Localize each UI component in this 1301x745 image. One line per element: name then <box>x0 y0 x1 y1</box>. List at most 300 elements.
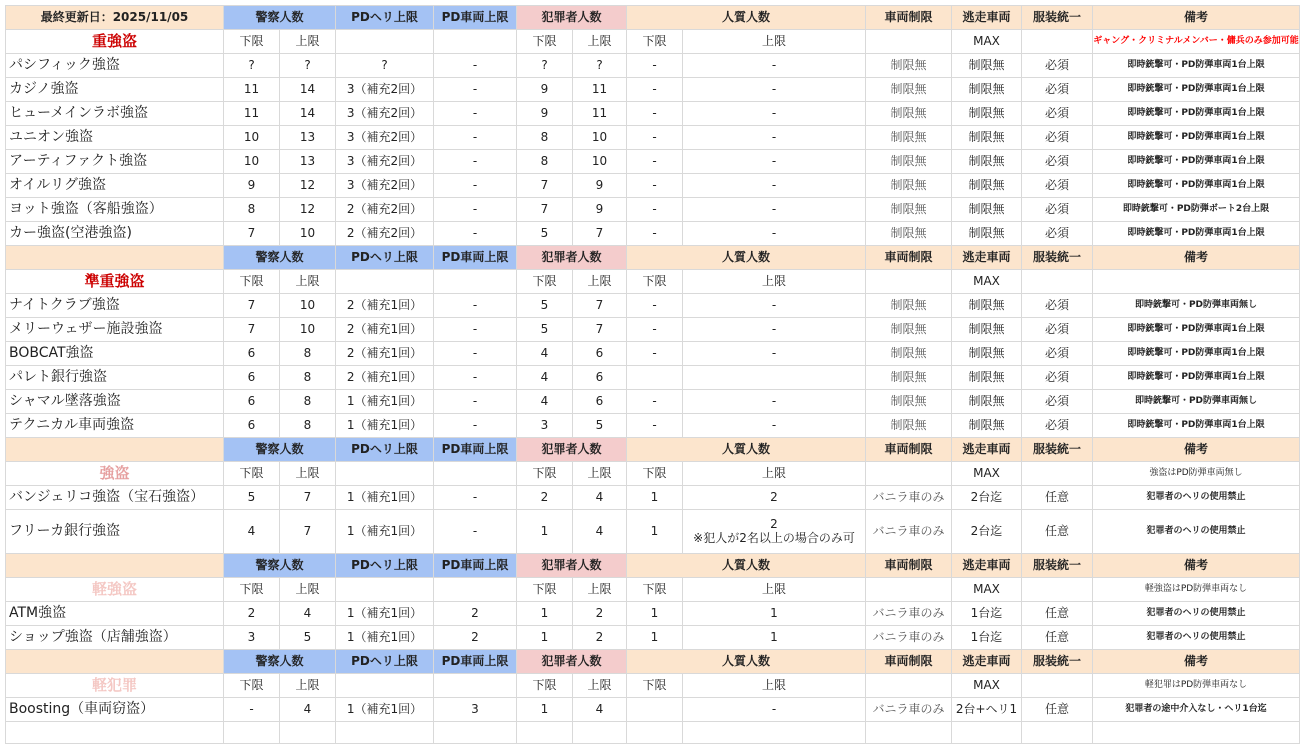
row-note: 即時銃撃可・PD防弾車両1台上限 <box>1093 342 1300 366</box>
table-row <box>6 318 1300 342</box>
criminals-upper: 上限 <box>573 270 627 294</box>
criminals-lower: 下限 <box>517 674 573 698</box>
row-note: 即時銃撃可・PD防弾車両1台上限 <box>1093 102 1300 126</box>
escape-vehicles: 制限無 <box>952 342 1022 366</box>
row-note: 即時銃撃可・PD防弾車両1台上限 <box>1093 126 1300 150</box>
escape-vehicles: 2台迄 <box>952 486 1022 510</box>
empty-cell <box>627 722 683 744</box>
escape-vehicles: 制限無 <box>952 102 1022 126</box>
outfit-rule: 必須 <box>1022 366 1093 390</box>
pd-vehicle-limit: - <box>434 414 517 438</box>
pd-vehicle-limit: - <box>434 102 517 126</box>
criminals-max: 4 <box>573 698 627 722</box>
escape-vehicles: 制限無 <box>952 78 1022 102</box>
header-notes: 備考 <box>1093 6 1300 30</box>
vehicle-limit: 制限無 <box>866 318 952 342</box>
table-row <box>6 198 1300 222</box>
empty-cell <box>573 722 627 744</box>
heist-name: ヨット強盗（客船強盗） <box>6 198 224 222</box>
heist-name: オイルリグ強盗 <box>6 174 224 198</box>
heli-limit: 2（補充1回） <box>336 294 434 318</box>
criminals-min: ? <box>517 54 573 78</box>
criminals-min: 5 <box>517 318 573 342</box>
header-vehicle-limit: 車両制限 <box>866 554 952 578</box>
police-max: 7 <box>280 510 336 554</box>
hostages-max: - <box>683 198 866 222</box>
header-heli: PDヘリ上限 <box>336 438 434 462</box>
subheader-row <box>6 578 1300 602</box>
blank <box>434 578 517 602</box>
row-note: 即時銃撃可・PD防弾車両無し <box>1093 294 1300 318</box>
criminals-lower: 下限 <box>517 462 573 486</box>
hostages-max: - <box>683 414 866 438</box>
police-upper: 上限 <box>280 270 336 294</box>
criminals-max: 6 <box>573 366 627 390</box>
header-pd-vehicle: PD車両上限 <box>434 554 517 578</box>
heli-limit: 1（補充1回） <box>336 626 434 650</box>
heist-name: パレト銀行強盗 <box>6 366 224 390</box>
header-blank <box>6 246 224 270</box>
hostages-upper: 上限 <box>683 578 866 602</box>
header-heli: PDヘリ上限 <box>336 246 434 270</box>
hostages-min: 1 <box>627 510 683 554</box>
criminals-min: 1 <box>517 602 573 626</box>
heist-name: ユニオン強盗 <box>6 126 224 150</box>
pd-vehicle-limit: - <box>434 390 517 414</box>
row-note: 即時銃撃可・PD防弾車両1台上限 <box>1093 150 1300 174</box>
hostages-min: - <box>627 54 683 78</box>
pd-vehicle-limit: - <box>434 486 517 510</box>
header-pd-vehicle: PD車両上限 <box>434 6 517 30</box>
table-row <box>6 294 1300 318</box>
outfit-rule: 必須 <box>1022 78 1093 102</box>
criminals-max: 7 <box>573 294 627 318</box>
header-outfit: 服装統一 <box>1022 650 1093 674</box>
criminals-max: 2 <box>573 626 627 650</box>
escape-vehicles: 制限無 <box>952 126 1022 150</box>
hostages-min: - <box>627 126 683 150</box>
police-max: 5 <box>280 626 336 650</box>
hostages-upper: 上限 <box>683 462 866 486</box>
criminals-max: 10 <box>573 150 627 174</box>
row-note: 犯罪者のヘリの使用禁止 <box>1093 602 1300 626</box>
criminals-min: 8 <box>517 126 573 150</box>
header-row <box>6 554 1300 578</box>
heist-name: パシフィック強盗 <box>6 54 224 78</box>
police-min: 5 <box>224 486 280 510</box>
criminals-max: ? <box>573 54 627 78</box>
hostages-max: - <box>683 54 866 78</box>
hostages-min: - <box>627 318 683 342</box>
hostages-min <box>627 698 683 722</box>
table-row <box>6 126 1300 150</box>
criminals-min: 4 <box>517 342 573 366</box>
empty-cell <box>952 722 1022 744</box>
blank <box>866 674 952 698</box>
criminals-min: 7 <box>517 174 573 198</box>
outfit-rule: 必須 <box>1022 414 1093 438</box>
criminals-max: 11 <box>573 102 627 126</box>
header-row <box>6 438 1300 462</box>
header-blank <box>6 438 224 462</box>
police-max: 10 <box>280 222 336 246</box>
police-max: 8 <box>280 414 336 438</box>
escape-max: MAX <box>952 270 1022 294</box>
vehicle-limit: バニラ車のみ <box>866 698 952 722</box>
criminals-max: 2 <box>573 602 627 626</box>
criminals-lower: 下限 <box>517 578 573 602</box>
row-note: 即時銃撃可・PD防弾車両1台上限 <box>1093 414 1300 438</box>
hostages-max: - <box>683 390 866 414</box>
pd-vehicle-limit: - <box>434 342 517 366</box>
header-vehicle-limit: 車両制限 <box>866 438 952 462</box>
police-min: - <box>224 698 280 722</box>
criminals-lower: 下限 <box>517 30 573 54</box>
row-note: 犯罪者のヘリの使用禁止 <box>1093 626 1300 650</box>
header-pd-vehicle: PD車両上限 <box>434 246 517 270</box>
escape-vehicles: 制限無 <box>952 366 1022 390</box>
header-notes: 備考 <box>1093 246 1300 270</box>
header-police: 警察人数 <box>224 246 336 270</box>
blank <box>1022 578 1093 602</box>
vehicle-limit: 制限無 <box>866 102 952 126</box>
header-hostages: 人質人数 <box>627 246 866 270</box>
hostages-max: - <box>683 102 866 126</box>
section-note: 軽犯罪はPD防弾車両なし <box>1093 674 1300 698</box>
heli-limit: ? <box>336 54 434 78</box>
header-vehicle-limit: 車両制限 <box>866 650 952 674</box>
escape-vehicles: 1台迄 <box>952 602 1022 626</box>
hostages-max: - <box>683 222 866 246</box>
heist-name: テクニカル車両強盗 <box>6 414 224 438</box>
header-escape: 逃走車両 <box>952 246 1022 270</box>
heli-limit: 2（補充1回） <box>336 342 434 366</box>
police-upper: 上限 <box>280 578 336 602</box>
hostages-min: - <box>627 342 683 366</box>
header-outfit: 服装統一 <box>1022 438 1093 462</box>
heist-name: カー強盗(空港強盗) <box>6 222 224 246</box>
criminals-min: 2 <box>517 486 573 510</box>
outfit-rule: 必須 <box>1022 294 1093 318</box>
blank <box>336 270 434 294</box>
outfit-rule: 必須 <box>1022 174 1093 198</box>
hostages-min: - <box>627 150 683 174</box>
police-min: 11 <box>224 78 280 102</box>
escape-vehicles: 制限無 <box>952 414 1022 438</box>
outfit-rule: 任意 <box>1022 698 1093 722</box>
blank <box>336 674 434 698</box>
hostages-min: 1 <box>627 486 683 510</box>
police-lower: 下限 <box>224 270 280 294</box>
row-note: 即時銃撃可・PD防弾ボート2台上限 <box>1093 198 1300 222</box>
police-min: 7 <box>224 294 280 318</box>
header-police: 警察人数 <box>224 650 336 674</box>
pd-vehicle-limit: - <box>434 150 517 174</box>
escape-vehicles: 制限無 <box>952 174 1022 198</box>
section-title: 軽強盗 <box>6 578 224 602</box>
police-min: 10 <box>224 150 280 174</box>
criminals-max: 10 <box>573 126 627 150</box>
hostages-max: - <box>683 150 866 174</box>
police-min: 4 <box>224 510 280 554</box>
criminals-min: 4 <box>517 390 573 414</box>
criminals-min: 5 <box>517 294 573 318</box>
blank <box>866 462 952 486</box>
hostages-min: - <box>627 390 683 414</box>
section-note: 軽強盗はPD防弾車両なし <box>1093 578 1300 602</box>
criminals-min: 1 <box>517 626 573 650</box>
pd-vehicle-limit: - <box>434 126 517 150</box>
criminals-upper: 上限 <box>573 674 627 698</box>
header-heli: PDヘリ上限 <box>336 554 434 578</box>
criminals-min: 4 <box>517 366 573 390</box>
section-note <box>1093 270 1300 294</box>
escape-vehicles: 制限無 <box>952 198 1022 222</box>
header-escape: 逃走車両 <box>952 6 1022 30</box>
header-blank <box>6 650 224 674</box>
pd-vehicle-limit: - <box>434 174 517 198</box>
subheader-row <box>6 674 1300 698</box>
vehicle-limit: 制限無 <box>866 78 952 102</box>
hostages-lower: 下限 <box>627 462 683 486</box>
pd-vehicle-limit: - <box>434 222 517 246</box>
table-row <box>6 174 1300 198</box>
blank <box>866 270 952 294</box>
escape-max: MAX <box>952 578 1022 602</box>
criminals-min: 1 <box>517 510 573 554</box>
hostages-max: - <box>683 174 866 198</box>
header-notes: 備考 <box>1093 554 1300 578</box>
police-max: 14 <box>280 102 336 126</box>
subheader-row <box>6 462 1300 486</box>
header-hostages: 人質人数 <box>627 438 866 462</box>
police-max: 8 <box>280 366 336 390</box>
header-row <box>6 246 1300 270</box>
outfit-rule: 必須 <box>1022 318 1093 342</box>
hostages-lower: 下限 <box>627 578 683 602</box>
pd-vehicle-limit: 3 <box>434 698 517 722</box>
criminals-min: 5 <box>517 222 573 246</box>
header-outfit: 服装統一 <box>1022 554 1093 578</box>
header-hostages: 人質人数 <box>627 650 866 674</box>
heli-limit: 3（補充2回） <box>336 126 434 150</box>
vehicle-limit: 制限無 <box>866 414 952 438</box>
heist-name: バンジェリコ強盗（宝石強盗） <box>6 486 224 510</box>
vehicle-limit: 制限無 <box>866 366 952 390</box>
heli-limit: 1（補充1回） <box>336 486 434 510</box>
empty-cell <box>224 722 280 744</box>
blank <box>434 270 517 294</box>
hostages-max <box>683 366 866 390</box>
escape-vehicles: 制限無 <box>952 318 1022 342</box>
hostages-min: - <box>627 414 683 438</box>
police-lower: 下限 <box>224 30 280 54</box>
outfit-rule: 任意 <box>1022 510 1093 554</box>
hostages-max: - <box>683 126 866 150</box>
police-min: ? <box>224 54 280 78</box>
heist-name: BOBCAT強盗 <box>6 342 224 366</box>
row-note: 即時銃撃可・PD防弾車両1台上限 <box>1093 54 1300 78</box>
police-max: 12 <box>280 198 336 222</box>
escape-vehicles: 制限無 <box>952 390 1022 414</box>
table-row <box>6 486 1300 510</box>
police-min: 6 <box>224 342 280 366</box>
vehicle-limit: 制限無 <box>866 390 952 414</box>
empty-cell <box>336 722 434 744</box>
header-criminals: 犯罪者人数 <box>517 6 627 30</box>
header-escape: 逃走車両 <box>952 554 1022 578</box>
criminals-min: 1 <box>517 698 573 722</box>
vehicle-limit: 制限無 <box>866 150 952 174</box>
hostages-max: 2 <box>683 486 866 510</box>
heli-limit: 3（補充2回） <box>336 174 434 198</box>
criminals-min: 9 <box>517 102 573 126</box>
hostages-min: - <box>627 294 683 318</box>
pd-vehicle-limit: - <box>434 318 517 342</box>
outfit-rule: 必須 <box>1022 102 1093 126</box>
header-criminals: 犯罪者人数 <box>517 438 627 462</box>
pd-vehicle-limit: 2 <box>434 626 517 650</box>
header-pd-vehicle: PD車両上限 <box>434 650 517 674</box>
outfit-rule: 必須 <box>1022 150 1093 174</box>
header-outfit: 服装統一 <box>1022 246 1093 270</box>
table-row <box>6 150 1300 174</box>
header-hostages: 人質人数 <box>627 6 866 30</box>
hostages-max: 1 <box>683 602 866 626</box>
blank <box>1022 462 1093 486</box>
escape-vehicles: 制限無 <box>952 150 1022 174</box>
hostages-max <box>683 510 866 554</box>
heli-limit: 1（補充1回） <box>336 510 434 554</box>
table-row <box>6 54 1300 78</box>
section-note: 強盗はPD防弾車両無し <box>1093 462 1300 486</box>
criminals-min: 7 <box>517 198 573 222</box>
vehicle-limit: 制限無 <box>866 198 952 222</box>
escape-vehicles: 2台+ヘリ1 <box>952 698 1022 722</box>
hostages-max: - <box>683 698 866 722</box>
escape-max: MAX <box>952 30 1022 54</box>
escape-vehicles: 制限無 <box>952 222 1022 246</box>
row-note: 即時銃撃可・PD防弾車両1台上限 <box>1093 174 1300 198</box>
header-pd-vehicle: PD車両上限 <box>434 438 517 462</box>
vehicle-limit: 制限無 <box>866 342 952 366</box>
outfit-rule: 必須 <box>1022 222 1093 246</box>
blank <box>866 30 952 54</box>
blank <box>434 674 517 698</box>
police-max: 10 <box>280 294 336 318</box>
hostages-lower: 下限 <box>627 270 683 294</box>
outfit-rule: 任意 <box>1022 626 1093 650</box>
row-note: 即時銃撃可・PD防弾車両1台上限 <box>1093 318 1300 342</box>
hostages-max: - <box>683 294 866 318</box>
criminals-max: 6 <box>573 342 627 366</box>
table-row <box>6 602 1300 626</box>
vehicle-limit: 制限無 <box>866 222 952 246</box>
police-lower: 下限 <box>224 578 280 602</box>
header-row <box>6 6 1300 30</box>
heist-rules-table <box>5 5 1300 744</box>
criminals-max: 4 <box>573 510 627 554</box>
empty-cell <box>1093 722 1300 744</box>
police-min: 6 <box>224 414 280 438</box>
criminals-min: 9 <box>517 78 573 102</box>
pd-vehicle-limit: - <box>434 198 517 222</box>
table-row <box>6 698 1300 722</box>
header-escape: 逃走車両 <box>952 438 1022 462</box>
blank <box>1022 674 1093 698</box>
row-note: 犯罪者のヘリの使用禁止 <box>1093 486 1300 510</box>
header-vehicle-limit: 車両制限 <box>866 6 952 30</box>
police-max: 7 <box>280 486 336 510</box>
outfit-rule: 必須 <box>1022 390 1093 414</box>
header-row <box>6 650 1300 674</box>
table-row <box>6 78 1300 102</box>
escape-vehicles: 2台迄 <box>952 510 1022 554</box>
hostages-min: 1 <box>627 602 683 626</box>
heist-name: フリーカ銀行強盗 <box>6 510 224 554</box>
blank <box>1022 270 1093 294</box>
escape-vehicles: 制限無 <box>952 294 1022 318</box>
blank <box>434 30 517 54</box>
outfit-rule: 必須 <box>1022 54 1093 78</box>
police-min: 6 <box>224 366 280 390</box>
subheader-row <box>6 270 1300 294</box>
criminals-upper: 上限 <box>573 578 627 602</box>
police-min: 2 <box>224 602 280 626</box>
heli-limit: 3（補充2回） <box>336 150 434 174</box>
vehicle-limit: バニラ車のみ <box>866 510 952 554</box>
vehicle-limit: バニラ車のみ <box>866 602 952 626</box>
row-note: 即時銃撃可・PD防弾車両1台上限 <box>1093 78 1300 102</box>
section-note: ギャング・クリミナルメンバー・傭兵のみ参加可能 <box>1093 30 1300 54</box>
table-row <box>6 626 1300 650</box>
empty-cell <box>280 722 336 744</box>
blank <box>336 462 434 486</box>
criminals-max: 11 <box>573 78 627 102</box>
hostages-min: 1 <box>627 626 683 650</box>
header-criminals: 犯罪者人数 <box>517 246 627 270</box>
blank <box>434 462 517 486</box>
empty-cell <box>1022 722 1093 744</box>
hostages-lower: 下限 <box>627 30 683 54</box>
escape-vehicles: 制限無 <box>952 54 1022 78</box>
police-max: 13 <box>280 126 336 150</box>
subheader-row <box>6 30 1300 54</box>
row-note: 即時銃撃可・PD防弾車両1台上限 <box>1093 222 1300 246</box>
pd-vehicle-limit: - <box>434 78 517 102</box>
escape-vehicles: 1台迄 <box>952 626 1022 650</box>
hostages-min: - <box>627 102 683 126</box>
blank <box>336 578 434 602</box>
table-row <box>6 510 1300 554</box>
header-outfit: 服装統一 <box>1022 6 1093 30</box>
pd-vehicle-limit: 2 <box>434 602 517 626</box>
header-escape: 逃走車両 <box>952 650 1022 674</box>
criminals-max: 9 <box>573 174 627 198</box>
heli-limit: 1（補充1回） <box>336 390 434 414</box>
police-max: 8 <box>280 390 336 414</box>
police-upper: 上限 <box>280 462 336 486</box>
section-title: 軽犯罪 <box>6 674 224 698</box>
row-note: 即時銃撃可・PD防弾車両無し <box>1093 390 1300 414</box>
header-heli: PDヘリ上限 <box>336 6 434 30</box>
empty-row <box>6 722 1300 744</box>
heist-name: メリーウェザー施設強盗 <box>6 318 224 342</box>
hostages-max: 1 <box>683 626 866 650</box>
table-row <box>6 366 1300 390</box>
vehicle-limit: 制限無 <box>866 294 952 318</box>
blank <box>866 578 952 602</box>
